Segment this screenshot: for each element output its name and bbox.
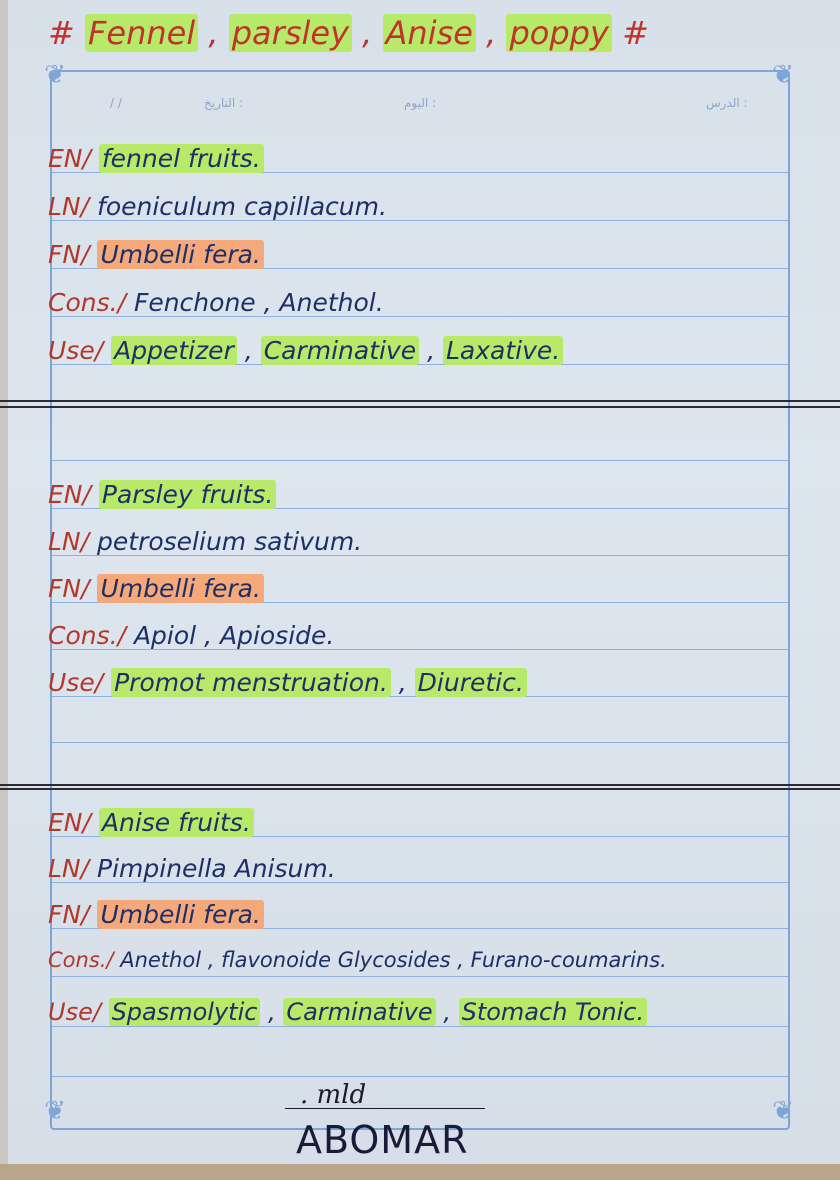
page-title — [48, 14, 649, 52]
fn-label: FN/ — [48, 240, 90, 269]
anise-use: Stomach Tonic. — [459, 998, 648, 1026]
fennel-latin-name: foeniculum capillacum. — [97, 192, 387, 221]
anise-use: Carminative — [283, 998, 435, 1026]
anise-constituent: Furano-coumarins. — [470, 948, 667, 972]
ruled-line — [52, 460, 788, 461]
title-hash-right: # — [622, 14, 649, 52]
ruled-line — [52, 1076, 788, 1077]
top-right-ornament-icon: ❦ — [772, 60, 794, 90]
anise-constituent: flavonoide Glycosides — [221, 948, 451, 972]
parsley-use-line: Use/ Promot menstruation. , Diuretic. — [48, 668, 527, 697]
fennel-family-name: Umbelli fera. — [97, 240, 263, 269]
fennel-use: Carminative — [261, 336, 419, 365]
ln-label: LN/ — [48, 527, 90, 556]
lesson-label: الدرس : — [706, 96, 748, 110]
anise-en-line — [48, 808, 254, 837]
parsley-family-name: Umbelli fera. — [97, 574, 263, 603]
use-label: Use/ — [48, 998, 101, 1026]
parsley-constituent: Apioside. — [219, 621, 335, 650]
anise-cons-line: Cons./ Anethol , flavonoide Glycosides , Furano-coumarins. — [48, 948, 667, 972]
en-label: EN/ — [48, 480, 91, 509]
fn-label: FN/ — [48, 574, 90, 603]
signature-underline — [285, 1108, 485, 1109]
title-separator: , — [198, 14, 229, 52]
parsley-ln-line — [48, 527, 362, 556]
ruled-line — [52, 742, 788, 743]
ruled-line — [52, 1026, 788, 1027]
fennel-cons-line: Cons./ Fenchone , Anethol. — [48, 288, 384, 317]
anise-use: Spasmolytic — [109, 998, 261, 1026]
ln-label: LN/ — [48, 854, 90, 883]
title-item-anise: Anise — [383, 14, 476, 52]
parsley-use: Promot menstruation. — [111, 668, 391, 697]
fennel-english-name: fennel fruits. — [99, 144, 264, 173]
date-slashes: / / — [110, 96, 122, 110]
cons-label: Cons./ — [48, 621, 126, 650]
title-separator: , — [475, 14, 507, 52]
title-hash-left: # — [48, 14, 75, 52]
anise-ln-line — [48, 854, 336, 883]
bottom-left-ornament-icon: ❦ — [44, 1096, 66, 1126]
section-divider — [0, 406, 840, 408]
anise-constituent: Anethol — [120, 948, 202, 972]
section-divider — [0, 784, 840, 786]
fennel-en-line — [48, 144, 264, 173]
date-label: التاريخ : — [204, 96, 244, 110]
fn-label: FN/ — [48, 900, 90, 929]
parsley-latin-name: petroselium sativum. — [97, 527, 363, 556]
parsley-english-name: Parsley fruits. — [99, 480, 276, 509]
parsley-constituent: Apiol — [133, 621, 197, 650]
day-label: اليوم : — [404, 96, 437, 110]
signature-mark: . mld — [300, 1080, 367, 1110]
fennel-constituent: Anethol. — [279, 288, 384, 317]
table-surface — [0, 1164, 840, 1180]
fennel-constituent: Fenchone — [133, 288, 256, 317]
bottom-right-ornament-icon: ❦ — [772, 1096, 794, 1126]
anise-latin-name: Pimpinella Anisum. — [97, 854, 336, 883]
anise-use-line: Use/ Spasmolytic , Carminative , Stomach Tonic. — [48, 998, 647, 1026]
author-name: ABOMAR — [296, 1118, 469, 1162]
anise-english-name: Anise fruits. — [99, 808, 254, 837]
en-label: EN/ — [48, 144, 91, 173]
top-left-ornament-icon: ❦ — [44, 60, 66, 90]
cons-label: Cons./ — [48, 288, 126, 317]
en-label: EN/ — [48, 808, 91, 837]
parsley-use: Diuretic. — [415, 668, 527, 697]
title-item-fennel: Fennel — [85, 14, 198, 52]
fennel-use: Appetizer — [111, 336, 237, 365]
section-divider — [0, 400, 840, 402]
ln-label: LN/ — [48, 192, 90, 221]
parsley-en-line — [48, 480, 276, 509]
fennel-use: Laxative. — [443, 336, 563, 365]
anise-family-name: Umbelli fera. — [97, 900, 263, 929]
title-separator: , — [352, 14, 383, 52]
fennel-fn-line — [48, 240, 264, 269]
cons-label: Cons./ — [48, 948, 114, 972]
fennel-ln-line — [48, 192, 387, 221]
parsley-cons-line: Cons./ Apiol , Apioside. — [48, 621, 335, 650]
ruled-line — [52, 976, 788, 977]
fennel-use-line: Use/ Appetizer , Carminative , Laxative. — [48, 336, 563, 365]
parsley-fn-line — [48, 574, 264, 603]
anise-fn-line — [48, 900, 264, 929]
section-divider — [0, 788, 840, 790]
use-label: Use/ — [48, 668, 104, 697]
title-item-poppy: poppy — [506, 14, 611, 52]
title-item-parsley: parsley — [229, 14, 352, 52]
use-label: Use/ — [48, 336, 104, 365]
